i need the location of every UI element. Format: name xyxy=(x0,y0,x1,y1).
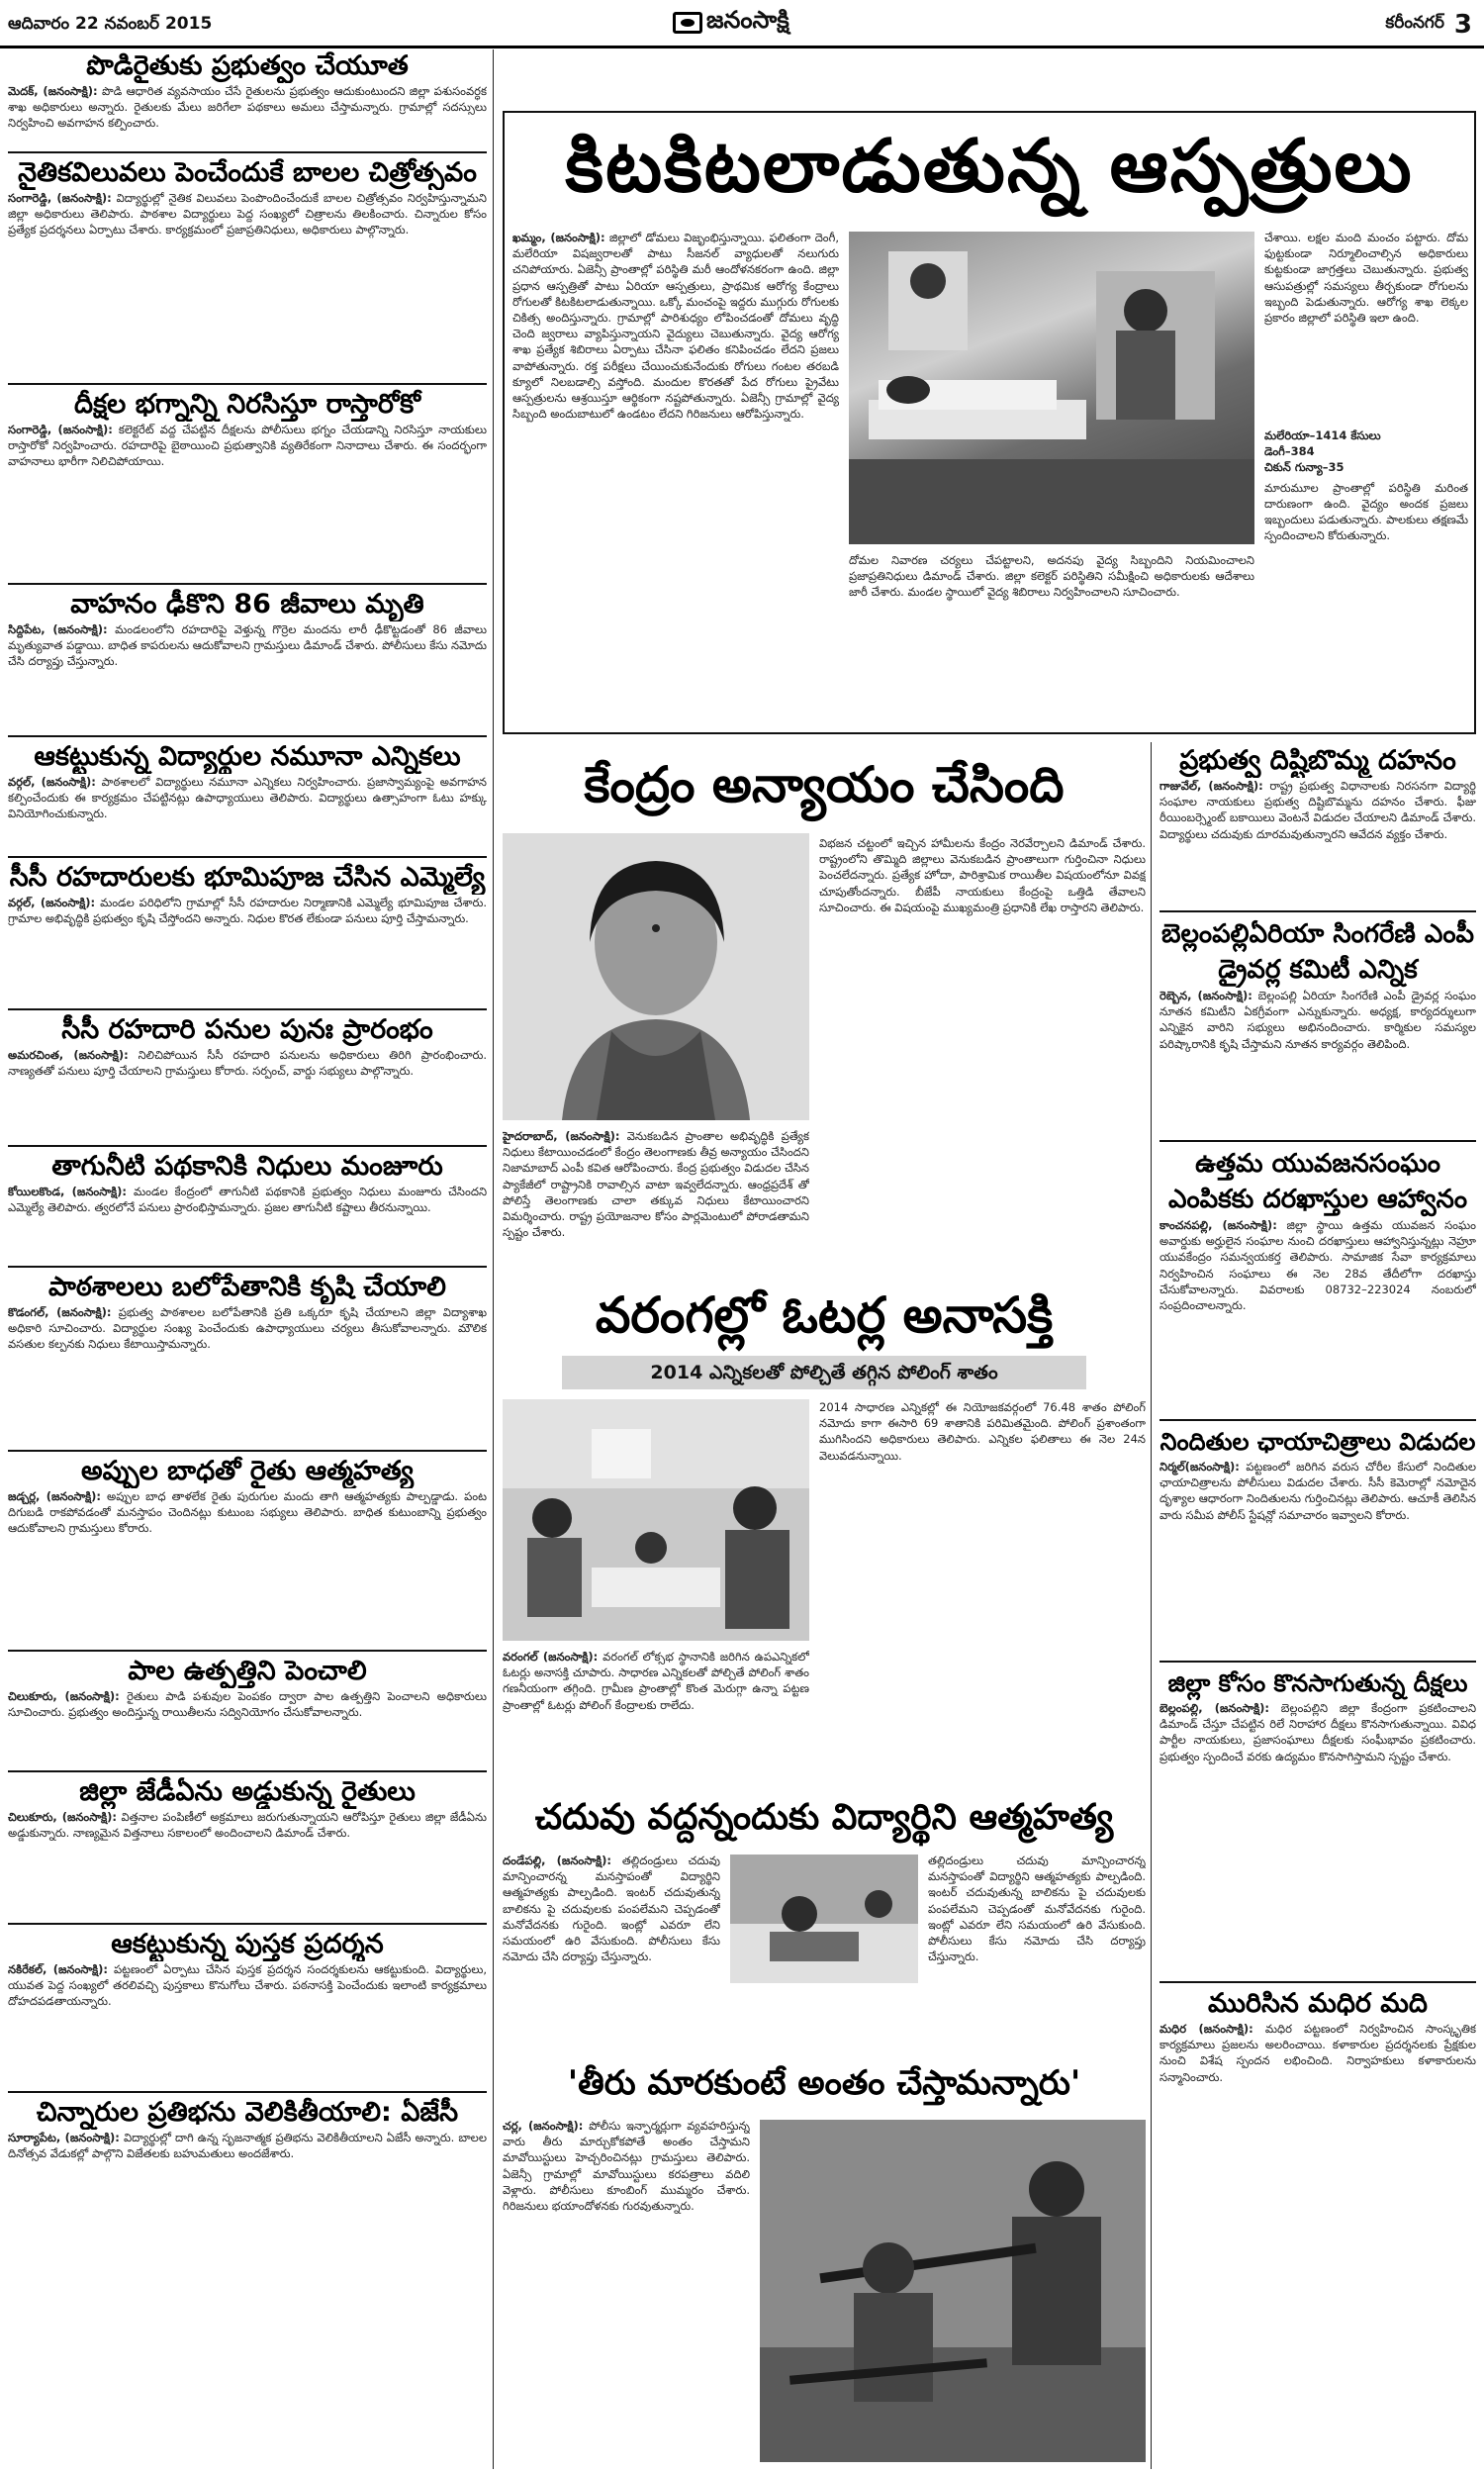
student-photo xyxy=(730,1855,918,1983)
story-effigy xyxy=(1159,744,1476,906)
headline: పాఠశాలలు బలోపేతానికి కృషి చేయాలి xyxy=(48,1272,446,1302)
headline: మురిసిన మధిర మది xyxy=(1208,1988,1428,2019)
student-story xyxy=(503,1789,1146,2046)
story-suspect-photos xyxy=(1159,1425,1476,1657)
story-vehicle-accident xyxy=(8,588,487,732)
dateline: దండేపల్లి, (జనంసాక్షి): xyxy=(503,1854,611,1867)
article-body: పోలీసు ఇన్ఫార్మర్లుగా వ్యవహరిస్తున్న వారు తీరు మార్చుకోకపోతే అంతం చేస్తామని మావోయిస్టులు హెచ్చరించినట్లు గ్రామస్తులు తెలిపారు. ఏజెన్సీ గ్రామాల్లో మావోయిస్టులు కరపత్రాలు వదిలి వెళ్లారు. పోలీసులు కూంబింగ్ ముమ్మరం చేశారు. గిరిజనులు భయాందోళనకు గురవుతున్నారు. xyxy=(503,2119,750,2214)
article-body: వరంగల్ లోక్సభ స్థానానికి జరిగిన ఉపఎన్నికలో ఓటర్లు అనాసక్తి చూపారు. సాధారణ ఎన్నికలతో పోల్చితే పోలింగ్ శాతం గణనీయంగా తగ్గింది. గ్రామీణ ప్రాంతాల్లో కొంత మెరుగ్గా ఉన్నా పట్టణ ప్రాంతాల్లో ఓటర్లు పోలింగ్ కేంద్రాలకు రాలేదు. xyxy=(503,1650,809,1712)
maoist-illustration xyxy=(760,2120,1146,2462)
headline: సీసీ రహదారి పనుల పునః ప్రారంభం xyxy=(61,1014,433,1045)
headline: ఆకట్టుకున్న విద్యార్థుల నమూనా ఎన్నికలు xyxy=(34,741,461,772)
article-body: బెల్లంపల్లిని జిల్లా కేంద్రంగా ప్రకటించాలని డిమాండ్ చేస్తూ చేపట్టిన రిలే నిరాహార దీక్షలు కొనసాగుతున్నాయి. వివిధ పార్టీల నాయకులు, ప్రజాసంఘాలు దీక్షలకు సంఘీభావం ప్రకటించారు. ప్రభుత్వం స్పందించే వరకు ఉద్యమం కొనసాగిస్తామని స్పష్టం చేశారు. xyxy=(1159,1701,1476,1763)
dateline: చిలుకూరు, (జనంసాక్షి): xyxy=(8,1810,117,1824)
story-dry-farmer xyxy=(8,49,487,148)
article-body: విద్యార్థుల్లో నైతిక విలువలు పెంపొందించేందుకే బాలల చిత్రోత్సవం నిర్వహిస్తున్నామని జిల్లా అధికారులు తెలిపారు. పాఠశాల విద్యార్థులు పెద్ద సంఖ్యలో చిత్రాలను తిలకించారు. చిన్నారుల కోసం ప్రత్యేక ప్రదర్శనలు ఏర్పాటు చేశారు. కార్యక్రమంలో ప్రజాప్రతినిధులు, అధికారులు పాల్గొన్నారు. xyxy=(8,191,487,238)
portrait-illustration xyxy=(503,833,809,1120)
kavitha-col1 xyxy=(503,1128,809,1257)
maoist-photo xyxy=(760,2120,1146,2462)
headline: నైతికవిలువలు పెంచేందుకే బాలల చిత్రోత్సవం xyxy=(18,157,477,188)
headline: అప్పుల బాధతో రైతు ఆత్మహత్య xyxy=(81,1456,414,1486)
dateline: కొడంగల్, (జనంసాక్షి): xyxy=(8,1305,112,1319)
article-side-continued: మారుమూల ప్రాంతాల్లో పరిస్థితి మరింత దారుణంగా ఉంది. వైద్యం అందక ప్రజలు ఇబ్బందులు పడుతున్నారు. పాలకులు తక్షణమే స్పందించాలని కోరుతున్నారు. xyxy=(1264,480,1468,543)
article-body: తల్లిదండ్రులు చదువు మాన్పించారన్న మనస్తాపంతో విద్యార్థిని ఆత్మహత్యకు పాల్పడింది. ఇంటర్ చదువుతున్న బాలికను పై చదువులకు పంపలేమని చెప్పడంతో మనోవేదనకు గురైంది. ఇంట్లో ఎవరూ లేని సమయంలో ఉరి వేసుకుంది. పోలీసులు కేసు నమోదు చేసి దర్యాప్తు చేస్తున్నారు. xyxy=(503,1854,720,1964)
article-body: విద్యార్థుల్లో దాగి ఉన్న సృజనాత్మక ప్రతిభను వెలికితీయాలని ఏజేసీ అన్నారు. బాలల దినోత్సవ వేడుకల్లో పాల్గొని విజేతలకు బహుమతులు అందజేశారు. xyxy=(8,2131,487,2161)
maoist-headline: 'తీరు మారకుంటే అంతం చేస్తామన్నారు' xyxy=(567,2063,1081,2103)
story-moral-values xyxy=(8,156,487,380)
polling-illustration xyxy=(503,1399,809,1641)
headline: తాగునీటి పథకానికి నిధులు మంజూరు xyxy=(51,1151,443,1182)
dateline: బెల్లంపల్లి, (జనంసాక్షి): xyxy=(1159,1701,1269,1715)
article-body: మండలంలోని రహదారిపై వెళ్తున్న గొర్రెల మందను లారీ ఢీకొట్టడంతో 86 జీవాలు మృత్యువాత పడ్డాయి. బాధిత కాపరులను ఆదుకోవాలని గ్రామస్తులు డిమాండ్ చేశారు. పోలీసులు కేసు నమోదు చేసి దర్యాప్తు చేస్తున్నారు. xyxy=(8,622,487,669)
lead-col2-lower xyxy=(849,552,1254,726)
kavitha-photo xyxy=(503,833,809,1120)
kavitha-story xyxy=(503,744,1146,1259)
dateline: సూర్యాపేట, (జనంసాక్షి): xyxy=(8,2131,120,2144)
dateline: జడ్చర్ల, (జనంసాక్షి): xyxy=(8,1489,102,1503)
dateline: కోయిలకొండ, (జనంసాక్షి): xyxy=(8,1185,127,1198)
headline: జిల్లా జేడీఏను అడ్డుకున్న రైతులు xyxy=(79,1776,416,1807)
article-body: మండల కేంద్రంలో తాగునీటి పథకానికి ప్రభుత్వం నిధులు మంజూరు చేసిందని ఎమ్మెల్యే తెలిపారు. త్వరలోనే పనులు ప్రారంభిస్తామన్నారు. ప్రజల తాగునీటి కష్టాలు తీరనున్నాయి. xyxy=(8,1185,487,1215)
dateline: నిర్మల్(జనంసాక్షి): xyxy=(1159,1460,1240,1474)
article-body: పట్టణంలో జరిగిన వరుస చోరీల కేసులో నిందితుల ఛాయాచిత్రాలను పోలీసులు విడుదల చేశారు. సీసీ కెమెరాల్లో నమోదైన దృశ్యాల ఆధారంగా నిందితులను గుర్తించినట్లు తెలిపారు. ఆచూకీ తెలిసిన వారు సమీప పోలీస్ స్టేషన్లో సమాచారం ఇవ్వాలని కోరారు. xyxy=(1159,1460,1476,1522)
headline: ప్రభుత్వ దిష్టిబొమ్మ దహనం xyxy=(1179,745,1456,776)
dateline: చర్ల, (జనంసాక్షి): xyxy=(503,2119,584,2133)
stat-malaria: మలేరియా–1414 కేసులు xyxy=(1264,428,1381,442)
article-body: మండల పరిధిలోని గ్రామాల్లో సీసీ రహదారుల నిర్మాణానికి ఎమ్మెల్యే భూమిపూజ చేశారు. గ్రామాల అభివృద్ధికి ప్రభుత్వం కృషి చేస్తోందని అన్నారు. నిధుల కొరత లేకుండా పనులు పూర్తి చేస్తామన్నారు. xyxy=(8,896,487,926)
kavitha-headline: కేంద్రం అన్యాయం చేసింది xyxy=(584,756,1065,813)
story-madhira xyxy=(1159,1987,1476,2209)
dateline: వరంగల్ (జనంసాక్షి): xyxy=(503,1650,599,1664)
article-body: బెల్లంపల్లి ఏరియా సింగరేణి ఎంపీ డ్రైవర్ల సంఘం నూతన కమిటీని ఏకగ్రీవంగా ఎన్నుకున్నారు. అధ్యక్ష, కార్యదర్శులుగా ఎన్నికైన వారిని సభ్యులు అభినందించారు. కార్మికుల సమస్యల పరిష్కారానికి కృషి చేస్తామని నూతన కార్యవర్గం తెలిపింది. xyxy=(1159,989,1476,1051)
article-body-continued: తల్లిదండ్రులు చదువు మాన్పించారన్న మనస్తాపంతో విద్యార్థిని ఆత్మహత్యకు పాల్పడింది. ఇంటర్ చదువుతున్న బాలికను పై చదువులకు పంపలేమని చెప్పడంతో మనోవేదనకు గురైంది. ఇంట్లో ఎవరూ లేని సమయంలో ఉరి వేసుకుంది. పోలీసులు కేసు నమోదు చేసి దర్యాప్తు చేస్తున్నారు. xyxy=(928,1854,1146,1964)
story-mock-elections xyxy=(8,740,487,853)
article-body: పొడి ఆధారిత వ్యవసాయం చేసే రైతులను ప్రభుత్వం ఆదుకుంటుందని జిల్లా పశుసంవర్ధక శాఖ అధికారులు అన్నారు. రైతులకు మేలు జరిగేలా పథకాలు అమలు చేస్తామన్నారు. గ్రామాల్లో సదస్సులు నిర్వహించి అవగాహన కల్పించారు. xyxy=(8,84,487,131)
masthead-edition xyxy=(1385,10,1472,40)
article-body: రాష్ట్ర ప్రభుత్వ విధానాలకు నిరసనగా విద్యార్థి సంఘాల నాయకులు ప్రభుత్వ దిష్టిబొమ్మను దహనం చేశారు. ఫీజు రీయింబర్స్మెంట్ బకాయిలు వెంటనే విడుదల చేయాలని డిమాండ్ చేశారు. విద్యార్థులు చదువుకు దూరమవుతున్నారని ఆవేదన వ్యక్తం చేశారు. xyxy=(1159,779,1476,841)
dateline: హైదరాబాద్, (జనంసాక్షి): xyxy=(503,1129,620,1143)
edition-name: కరీంనగర్ xyxy=(1385,13,1444,33)
article-body: మధిర పట్టణంలో నిర్వహించిన సాంస్కృతిక కార్యక్రమాలు ప్రజలను అలరించాయి. కళాకారుల ప్రదర్శనలకు ప్రేక్షకుల నుంచి విశేష స్పందన లభించింది. నిర్వాహకులు కళాకారులను సన్మానించారు. xyxy=(1159,2022,1476,2084)
dateline: నకిరేకల్, (జనంసాక్షి): xyxy=(8,1962,109,1976)
dateline: సిద్దిపేట, (జనంసాక్షి): xyxy=(8,622,108,636)
headline: జిల్లా కోసం కొనసాగుతున్న దీక్షలు xyxy=(1167,1669,1468,1697)
student-illustration xyxy=(730,1855,918,1983)
headline: పొడిరైతుకు ప్రభుత్వం చేయూత xyxy=(86,50,409,81)
student-col3 xyxy=(928,1853,1146,2046)
story-cc-roads xyxy=(8,861,487,1005)
stat-dengue: డెంగీ–384 xyxy=(1264,444,1315,459)
story-rastaroko xyxy=(8,388,487,580)
story-district-dharna xyxy=(1159,1666,1476,1977)
stat-chikungunya: చికున్ గున్యా–35 xyxy=(1264,460,1345,475)
logo-icon xyxy=(673,12,702,34)
dateline: ఖమ్మం, (జనంసాక్షి): xyxy=(512,231,605,244)
warangal-col1 xyxy=(503,1649,809,1771)
story-schools xyxy=(8,1271,487,1447)
article-body: పట్టణంలో ఏర్పాటు చేసిన పుస్తక ప్రదర్శన సందర్శకులను ఆకట్టుకుంది. విద్యార్థులు, యువత పెద్ద సంఖ్యలో తరలివచ్చి పుస్తకాలు కొనుగోలు చేశారు. పఠనాసక్తి పెంచేందుకు ఇలాంటి కార్యక్రమాలు దోహదపడతాయన్నారు. xyxy=(8,1962,487,2009)
headline: పాల ఉత్పత్తిని పెంచాలి xyxy=(128,1656,367,1686)
dateline: కాంచనపల్లి, (జనంసాక్షి): xyxy=(1159,1218,1277,1232)
story-children-talent xyxy=(8,2096,487,2193)
student-col1 xyxy=(503,1853,720,2046)
article-body: జిల్లా స్థాయి ఉత్తమ యువజన సంఘం అవార్డుకు అర్హులైన సంఘాల నుంచి దరఖాస్తులు ఆహ్వానిస్తున్నట్లు నెహ్రూ యువకేంద్రం సమన్వయకర్త తెలిపారు. సామాజిక సేవా కార్యక్రమాలు నిర్వహించిన సంఘాలు ఈ నెల 28వ తేదీలోగా దరఖాస్తు చేసుకోవాలన్నారు. వివరాలకు 08732–223024 నంబరులో సంప్రదించాలన్నారు. xyxy=(1159,1218,1476,1313)
left-column xyxy=(8,49,487,2469)
headline: దీక్షల భగ్నాన్ని నిరసిస్తూ రాస్తారోకో xyxy=(74,389,420,420)
headline: నిందితుల ఛాయాచిత్రాలు విడుదల xyxy=(1159,1428,1476,1456)
lead-col3 xyxy=(1264,230,1468,726)
article-body-continued: 2014 సాధారణ ఎన్నికల్లో ఈ నియోజకవర్గంలో 76.48 శాతం పోలింగ్ నమోదు కాగా ఈసారి 69 శాతానికి పరిమితమైంది. పోలింగ్ ప్రశాంతంగా ముగిసిందని అధికారులు తెలిపారు. ఎన్నికల ఫలితాలు ఈ నెల 24న వెలువడనున్నాయి. xyxy=(819,1400,1146,1463)
headline: ఆకట్టుకున్న పుస్తక ప్రదర్శన xyxy=(111,1929,384,1959)
article-body: అప్పుల బాధ తాళలేక రైతు పురుగుల మందు తాగి ఆత్మహత్యకు పాల్పడ్డాడు. పంట దిగుబడి రాకపోవడంతో మనస్తాపం చెందినట్లు కుటుంబ సభ్యులు తెలిపారు. బాధిత కుటుంబాన్ని ప్రభుత్వం ఆదుకోవాలని గ్రామస్తులు కోరారు. xyxy=(8,1489,487,1536)
lead-col1 xyxy=(512,230,839,726)
disease-stats xyxy=(1264,428,1468,476)
story-cc-road-works xyxy=(8,1013,487,1142)
dateline: అమరచింత, (జనంసాక్షి): xyxy=(8,1048,129,1062)
article-side: చేశాయి. లక్షల మంది మంచం పట్టారు. దోమ ఫుట్టకుండా నిర్మూలించాల్సిన అధికారులు కుట్టకుండా జాగ్రత్తలు చెబుతున్నారు. ప్రభుత్వ ఆసుపత్రుల్లో సమస్యలు తీర్చకుండా రోగులను ఇబ్బంది పెడుతున్నారు. ఆరోగ్య శాఖ లెక్కల ప్రకారం జిల్లాలో పరిస్థితి ఇలా ఉంది. xyxy=(1264,231,1468,326)
lead-headline: కిటకిటలాడుతున్న ఆస్పత్రులు xyxy=(565,124,1414,209)
warangal-story xyxy=(503,1277,1146,1771)
article-body: పాఠశాలలో విద్యార్థులు నమూనా ఎన్నికలు నిర్వహించారు. ప్రజాస్వామ్యంపై అవగాహన కల్పించేందుకు ఈ కార్యక్రమం చేపట్టినట్లు ఉపాధ్యాయులు తెలిపారు. విద్యార్థులు ఉత్సాహంగా ఓటు హక్కు వినియోగించుకున్నారు. xyxy=(8,775,487,821)
article-body: రైతులు పాడి పశువుల పెంపకం ద్వారా పాల ఉత్పత్తిని పెంచాలని అధికారులు సూచించారు. ప్రభుత్వం అందిస్తున్న రాయితీలను సద్వినియోగం చేసుకోవాలన్నారు. xyxy=(8,1689,487,1720)
dateline: మెదక్, (జనంసాక్షి): xyxy=(8,84,98,98)
masthead xyxy=(0,0,1484,46)
right-column xyxy=(1159,744,1476,2466)
article-body: జిల్లాలో డోమలు విజృంభిస్తున్నాయి. ఫలితంగా దెంగీ, మలేరియా విషజ్వరాలతో పాటు సీజనల్ వ్యాధులతో నలుగురు చనిపోయారు. ఏజెన్సీ ప్రాంతాల్లో పరిస్థితి మరీ ఆందోళనకరంగా ఉంది. జిల్లా ప్రధాన ఆస్పత్రితో పాటు ఏరియా ఆస్పత్రులు, ప్రాథమిక ఆరోగ్య కేంద్రాలు రోగులతో కిటకిటలాడుతున్నాయి. ఒక్కో మంచంపై ఇద్దరు ముగ్గురు రోగులకు చికిత్స అందిస్తున్నారు. గ్రామాల్లో పారిశుధ్యం లోపించడంతో దోమలు వృద్ధి చెంది జ్వరాలు వ్యాపిస్తున్నాయని వైద్యులు చెబుతున్నారు. వైద్య ఆరోగ్య శాఖ ప్రత్యేక శిబిరాలు ఏర్పాటు చేసినా ఫలితం కనిపించడం లేదని ప్రజలు వాపోతున్నారు. రక్త పరీక్షలు చేయించుకునేందుకు రోగులు గంటల తరబడి క్యూలో నిలబడాల్సి వస్తోంది. మందుల కొరతతో పేద రోగులు ప్రైవేటు ఆస్పత్రులను ఆశ్రయిస్తూ ఆర్థికంగా నష్టపోతున్నారు. ఏజెన్సీ గ్రామాల్లో వైద్య సిబ్బంది అందుబాటులో ఉండటం లేదని గిరిజనులు ఆరోపిస్తున్నారు. xyxy=(512,231,839,422)
warangal-col2 xyxy=(819,1399,1146,1771)
article-body-continued: విభజన చట్టంలో ఇచ్చిన హామీలను కేంద్రం నెరవేర్చాలని డిమాండ్ చేశారు. రాష్ట్రంలోని తొమ్మిది జిల్లాలు వెనుకబడిన ప్రాంతాలుగా గుర్తించినా నిధులు పెంచలేదన్నారు. ప్రత్యేక హోదా, పారిశ్రామిక రాయితీల విషయంలోనూ వివక్ష చూపుతోందన్నారు. బీజేపీ నాయకులు కేంద్రంపై ఒత్తిడి తేవాలని సూచించారు. ఈ విషయంపై ముఖ్యమంత్రి ప్రధానికి లేఖ రాస్తారని తెలిపారు. xyxy=(819,836,1146,914)
story-youth-award xyxy=(1159,1146,1476,1415)
hospital-photo xyxy=(849,232,1254,544)
student-headline: చదువు వద్దన్నందుకు విద్యార్థిని ఆత్మహత్య xyxy=(534,1797,1114,1838)
warangal-headline: వరంగల్లో ఓటర్ల అనాసక్తి xyxy=(595,1286,1054,1344)
maoist-col1 xyxy=(503,2118,750,2464)
lead-story xyxy=(503,111,1476,734)
hospital-illustration xyxy=(849,232,1254,544)
dateline: వర్గల్, (జనంసాక్షి): xyxy=(8,775,96,789)
kavitha-col2 xyxy=(819,835,1146,1257)
page-number: 3 xyxy=(1453,10,1472,40)
headline: ఉత్తమ యువజనసంఘం ఎంపికకు దరఖాస్తుల ఆహ్వానం xyxy=(1168,1149,1467,1214)
dateline: సంగారెడ్డి, (జనంసాక్షి): xyxy=(8,423,113,436)
article-body: నిలిచిపోయిన సీసీ రహదారి పనులను అధికారులు తిరిగి ప్రారంభించారు. నాణ్యతతో పనులు పూర్తి చేయాలని గ్రామస్తులు కోరారు. సర్పంచ్, వార్డు సభ్యులు పాల్గొన్నారు. xyxy=(8,1048,487,1079)
polling-photo xyxy=(503,1399,809,1641)
masthead-logo xyxy=(673,6,789,40)
headline: సీసీ రహదారులకు భూమిపూజ చేసిన ఎమ్మెల్యే xyxy=(9,862,486,893)
paper-name: జనంసాక్షి xyxy=(706,6,789,34)
story-book-fair xyxy=(8,1928,487,2088)
article-body-continued: దోమల నివారణ చర్యలు చేపట్టాలని, అదనపు వైద్య సిబ్బందిని నియమించాలని ప్రజాప్రతినిధులు డిమాండ్ చేశారు. జిల్లా కలెక్టర్ పరిస్థితిని సమీక్షించి అధికారులకు ఆదేశాలు జారీ చేశారు. మండల స్థాయిలో వైద్య శిబిరాలు నిర్వహించాలని సూచించారు. xyxy=(849,553,1254,600)
article-body: వెనుకబడిన ప్రాంతాల అభివృద్ధికి ప్రత్యేక నిధులు కేటాయించడంలో కేంద్రం తెలంగాణకు తీవ్ర అన్యాయం చేసిందని నిజామాబాద్ ఎంపీ కవిత ఆరోపించారు. కేంద్ర ప్రభుత్వం విడుదల చేసిన ప్యాకేజీలో రాష్ట్రానికి రావాల్సిన వాటా ఇవ్వలేదన్నారు. ఆంధ్రప్రదేశ్ తో పోలిస్తే తెలంగాణకు చాలా తక్కువ నిధులు కేటాయించారని విమర్శించారు. రాష్ట్ర ప్రయోజనాల కోసం పార్లమెంటులో పోరాడతామని స్పష్టం చేశారు. xyxy=(503,1129,809,1240)
dateline: చిలుకూరు, (జనంసాక్షి): xyxy=(8,1689,120,1703)
article-body: ప్రభుత్వ పాఠశాలల బలోపేతానికి ప్రతి ఒక్కరూ కృషి చేయాలని జిల్లా విద్యాశాఖ అధికారి సూచించారు. విద్యార్థుల సంఖ్య పెంచేందుకు ఉపాధ్యాయులు చర్యలు తీసుకోవాలన్నారు. మౌలిక వసతుల కల్పనకు నిధులు కేటాయిస్తామన్నారు. xyxy=(8,1305,487,1352)
dateline: గాజువేల్, (జనంసాక్షి): xyxy=(1159,779,1263,793)
dateline: రెబ్బెన, (జనంసాక్షి): xyxy=(1159,989,1252,1002)
story-singareni xyxy=(1159,916,1476,1136)
story-milk xyxy=(8,1655,487,1767)
story-jda xyxy=(8,1775,487,1920)
headline: వాహనం ఢీకొని 86 జీవాలు మృతి xyxy=(70,589,424,619)
dateline: వర్గల్, (జనంసాక్షి): xyxy=(8,896,96,909)
article-body: విత్తనాల పంపిణీలో అక్రమాలు జరుగుతున్నాయని ఆరోపిస్తూ రైతులు జిల్లా జేడీఏను అడ్డుకున్నారు. నాణ్యమైన విత్తనాలు సకాలంలో అందించాలని డిమాండ్ చేశారు. xyxy=(8,1810,487,1841)
story-drinking-water xyxy=(8,1150,487,1263)
headline: బెల్లంపల్లిఏరియా సింగరేణి ఎంపీ డ్రైవర్ల కమిటీ ఎన్నిక xyxy=(1160,919,1475,985)
maoist-story xyxy=(503,2054,1146,2466)
story-farmer-suicide xyxy=(8,1455,487,1647)
headline: చిన్నారుల ప్రతిభను వెలికితీయాలి: ఏజేసీ xyxy=(36,2097,459,2128)
masthead-date: ఆదివారం 22 నవంబర్ 2015 xyxy=(8,14,213,34)
dateline: మధిర (జనంసాక్షి): xyxy=(1159,2022,1253,2036)
dateline: సంగారెడ్డి, (జనంసాక్షి): xyxy=(8,191,112,205)
article-body: కలెక్టరేట్ వద్ద చేపట్టిన దీక్షలను పోలీసులు భగ్నం చేయడాన్ని నిరసిస్తూ నాయకులు రాస్తారోకో నిర్వహించారు. రహదారిపై బైఠాయించి ప్రభుత్వానికి వ్యతిరేకంగా నినాదాలు చేశారు. ఈ సందర్భంగా వాహనాలు భారీగా నిలిచిపోయాయి. xyxy=(8,423,487,469)
warangal-subhead: 2014 ఎన్నికలతో పోల్చితే తగ్గిన పోలింగ్ శాతం xyxy=(562,1356,1086,1389)
